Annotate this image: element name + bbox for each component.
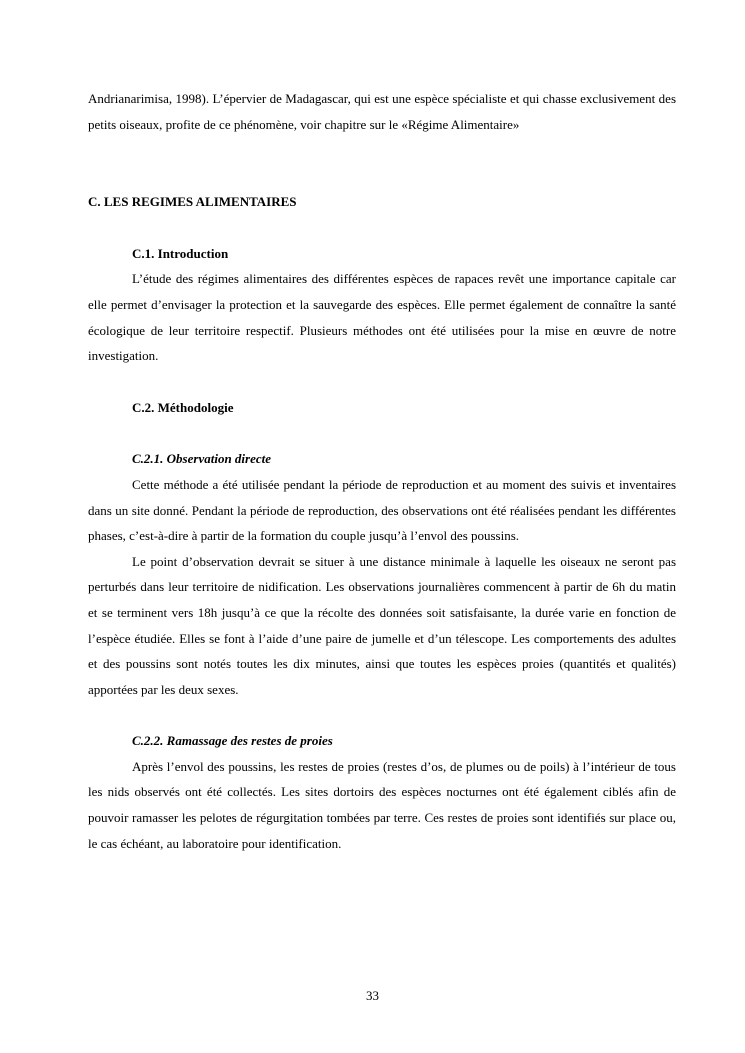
heading-c22-ramassage: C.2.2. Ramassage des restes de proies bbox=[132, 733, 333, 749]
document-body bbox=[88, 86, 676, 856]
spacer bbox=[88, 137, 676, 189]
paragraph-c1: L’étude des régimes alimentaires des différentes espèces de rapaces revêt une importance capitale car elle permet d’envisager la protection et la sauvegarde des espèces. Elle permet également de connaître la santé écologique de leur territoire respectif. Plusieurs méthodes ont été utilisées pour la mise en œuvre de notre investigation. bbox=[88, 271, 676, 364]
paragraph-c22: Après l’envol des poussins, les restes de proies (restes d’os, de plumes ou de poils) à l’intérieur de tous les nids observés ont été collectés. Les sites dortoirs des espèces nocturnes ont été également ciblés afin de pouvoir ramasser les pelotes de régurgitation tombées par terre. Ces restes de proies sont identifiés sur place ou, le cas échéant, au laboratoire pour identification. bbox=[88, 758, 676, 851]
paragraph-intro: Andrianarimisa, 1998). L’épervier de Madagascar, qui est une espèce spécialiste et qui chasse exclusivement des petits oiseaux, profite de ce phénomène, voir chapitre sur le «Régime Alimentaire» bbox=[88, 91, 676, 132]
paragraph-c21-2: Le point d’observation devrait se situer à une distance minimale à laquelle les oiseaux ne seront pas perturbés dans leur territoire de nidification. Les observations journalières commencent à partir de 6h du matin et se terminent vers 18h jusqu’à ce que la récolte des données soit satisfaisante, la durée varie en fonction de l’espèce étudiée. Elles se font à l’aide d’une paire de jumelle et d’un télescope. Les comportements des adultes et des poussins sont notés toutes les dix minutes, ainsi que toutes les espèces proies (quantités et qualités) apportées par les deux sexes. bbox=[88, 553, 676, 697]
spacer bbox=[88, 420, 676, 446]
heading-section-c: C. LES REGIMES ALIMENTAIRES bbox=[88, 194, 297, 210]
paragraph-c21-1: Cette méthode a été utilisée pendant la période de reproduction et au moment des suivis et inventaires dans un site donné. Pendant la période de reproduction, des observations ont été réalisées pendant les différentes phases, c’est-à-dire à partir de la formation du couple jusqu’à l’envol des poussins. bbox=[88, 476, 676, 544]
heading-c1-introduction: C.1. Introduction bbox=[132, 245, 229, 261]
spacer bbox=[88, 702, 676, 728]
page-number: 33 bbox=[366, 988, 379, 1003]
spacer bbox=[88, 369, 676, 395]
heading-c2-methodologie: C.2. Méthodologie bbox=[132, 399, 234, 415]
spacer bbox=[88, 215, 676, 241]
heading-c21-observation-directe: C.2.1. Observation directe bbox=[132, 451, 272, 467]
